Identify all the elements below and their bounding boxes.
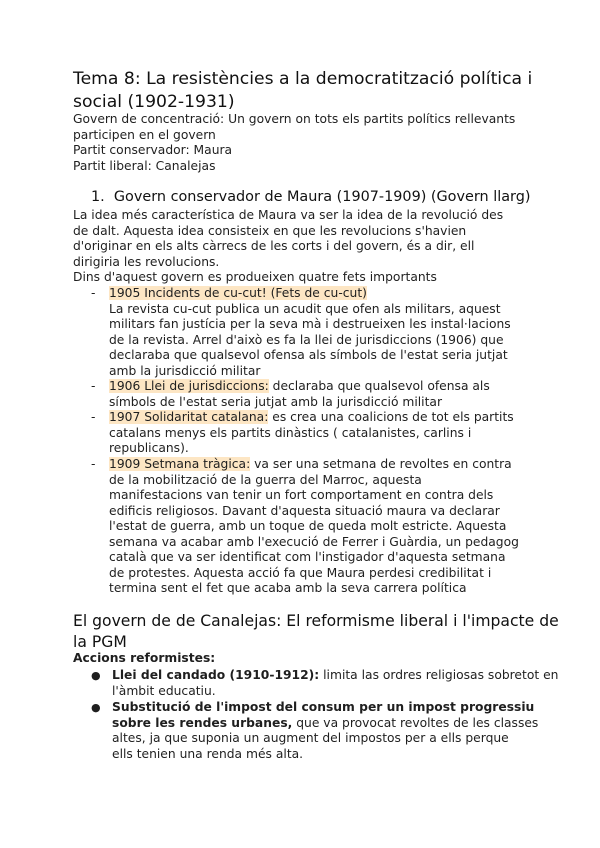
- event-line: símbols de l'estat seria jutjat amb la jurisdicció militar: [109, 394, 443, 409]
- intro-block: [73, 112, 543, 174]
- event-line: declaraba que qualsevol ofensa als símbols de l'estat seria jutjat: [109, 348, 508, 362]
- bullet-bold-text: Llei del candado (1910-1912):: [112, 668, 320, 682]
- bullet-line: altes, ja que suponia un augment del impostos per a ells perque: [112, 731, 509, 745]
- section1-paragraph: [73, 208, 543, 286]
- bullet-icon: ●: [91, 669, 101, 682]
- section2-subheading: Accions reformistes:: [73, 651, 216, 665]
- section1-heading: [91, 188, 530, 207]
- dash-marker: -: [91, 379, 96, 393]
- event-line: de la mobilització de la guerra del Marroc, aquesta: [109, 472, 422, 487]
- event-line: La revista cu-cut publica un acudit que ofen als militars, aquest: [109, 301, 501, 316]
- event-line: de la revista. Arrel d'això es fa la llei de jurisdiccions (1906) que: [109, 332, 504, 347]
- event-item-setmana-tragica: [91, 457, 531, 597]
- document-title: Tema 8: La resistències a la democratització política i social (1902-1931): [73, 69, 533, 112]
- section2-heading-line: El govern de de Canalejas: El reformisme liberal i l'impacte de: [73, 612, 559, 630]
- section2-heading-line: la PGM: [73, 633, 127, 651]
- event-line: termina sent el fet que acaba amb la seva carrera política: [109, 581, 467, 595]
- section1-number: 1.: [91, 189, 105, 205]
- section2-heading: [73, 611, 559, 653]
- event-line: de protestes. Aquesta acció fa que Maura perdesi credibilitat i: [109, 565, 492, 580]
- bullet-line: ells tenien una renda més alta.: [112, 746, 304, 761]
- paragraph-line: Dins d'aquest govern es produeixen quatre fets importants: [73, 270, 437, 284]
- event-line: catalans menys els partits dinàstics ( catalanistes, carlins i: [109, 425, 472, 440]
- intro-line: Partit liberal: Canalejas: [73, 158, 216, 173]
- event-line: edificis religiosos. Davant d'aquesta situació maura va declarar: [109, 503, 500, 518]
- intro-line: Partit conservador: Maura: [73, 143, 233, 157]
- event-line: amb la jurisdicció militar: [109, 363, 261, 378]
- event-label: 1909 Setmana tràgica:: [109, 457, 251, 471]
- event-label: 1906 Llei de jurisdiccions:: [109, 379, 269, 393]
- bullet-bold-text: sobre les rendes urbanes,: [112, 715, 293, 730]
- bullet-text: limita las ordres religiosas sobretot en: [319, 668, 559, 682]
- paragraph-line: La idea més característica de Maura va ser la idea de la revolució des: [73, 208, 504, 222]
- event-text: va ser una setmana de revoltes en contra: [250, 457, 512, 471]
- bullet-item-impost-consum: [91, 700, 539, 762]
- event-item-jurisdiccions: [91, 379, 531, 410]
- event-label: 1907 Solidaritat catalana:: [109, 410, 269, 424]
- intro-line: participen en el govern: [73, 127, 216, 142]
- event-line: manifestacions van tenir un fort comportament en contra dels: [109, 488, 494, 502]
- dash-marker: -: [91, 410, 96, 424]
- bullet-icon: ●: [91, 701, 101, 714]
- bullet-item-llei-candado: [91, 668, 559, 699]
- event-line: semana va acabar amb l'execució de Ferrer i Guàrdia, un pedagog: [109, 534, 519, 549]
- event-label: 1905 Incidents de cu-cut! (Fets de cu-cut): [109, 286, 367, 300]
- section1-heading-text: Govern conservador de Maura (1907-1909) (Govern llarg): [113, 189, 531, 205]
- intro-line: Govern de concentració: Un govern on tots els partits polítics rellevants: [73, 112, 516, 126]
- bullet-text: que va provocat revoltes de les classes: [292, 715, 539, 730]
- paragraph-line: dirigiria les revolucions.: [73, 254, 220, 269]
- bullet-line: l'àmbit educatiu.: [112, 683, 216, 698]
- dash-marker: -: [91, 457, 96, 471]
- dash-marker: -: [91, 286, 96, 300]
- event-line: l'estat de guerra, amb un toque de queda molt estricte. Aquesta: [109, 519, 507, 533]
- event-line: republicans).: [109, 441, 189, 455]
- event-line: militars fan justícia per la seva mà i destrueixen les instal·lacions: [109, 317, 511, 331]
- paragraph-line: d'originar en els alts càrrecs de les corts i del govern, és a dir, ell: [73, 239, 475, 253]
- event-item-solidaritat: [91, 410, 531, 457]
- bullet-bold-text: Substitució de l'impost del consum per un impost progressiu: [112, 700, 535, 714]
- event-item-cucut: [91, 286, 531, 379]
- event-line: català que va ser identificat com l'instigador d'aquesta setmana: [109, 550, 506, 564]
- event-text: es crea una coalicions de tot els partits: [268, 410, 514, 424]
- event-text: declaraba que qualsevol ofensa als: [268, 379, 490, 393]
- paragraph-line: de dalt. Aquesta idea consisteix en que les revolucions s'havien: [73, 223, 467, 238]
